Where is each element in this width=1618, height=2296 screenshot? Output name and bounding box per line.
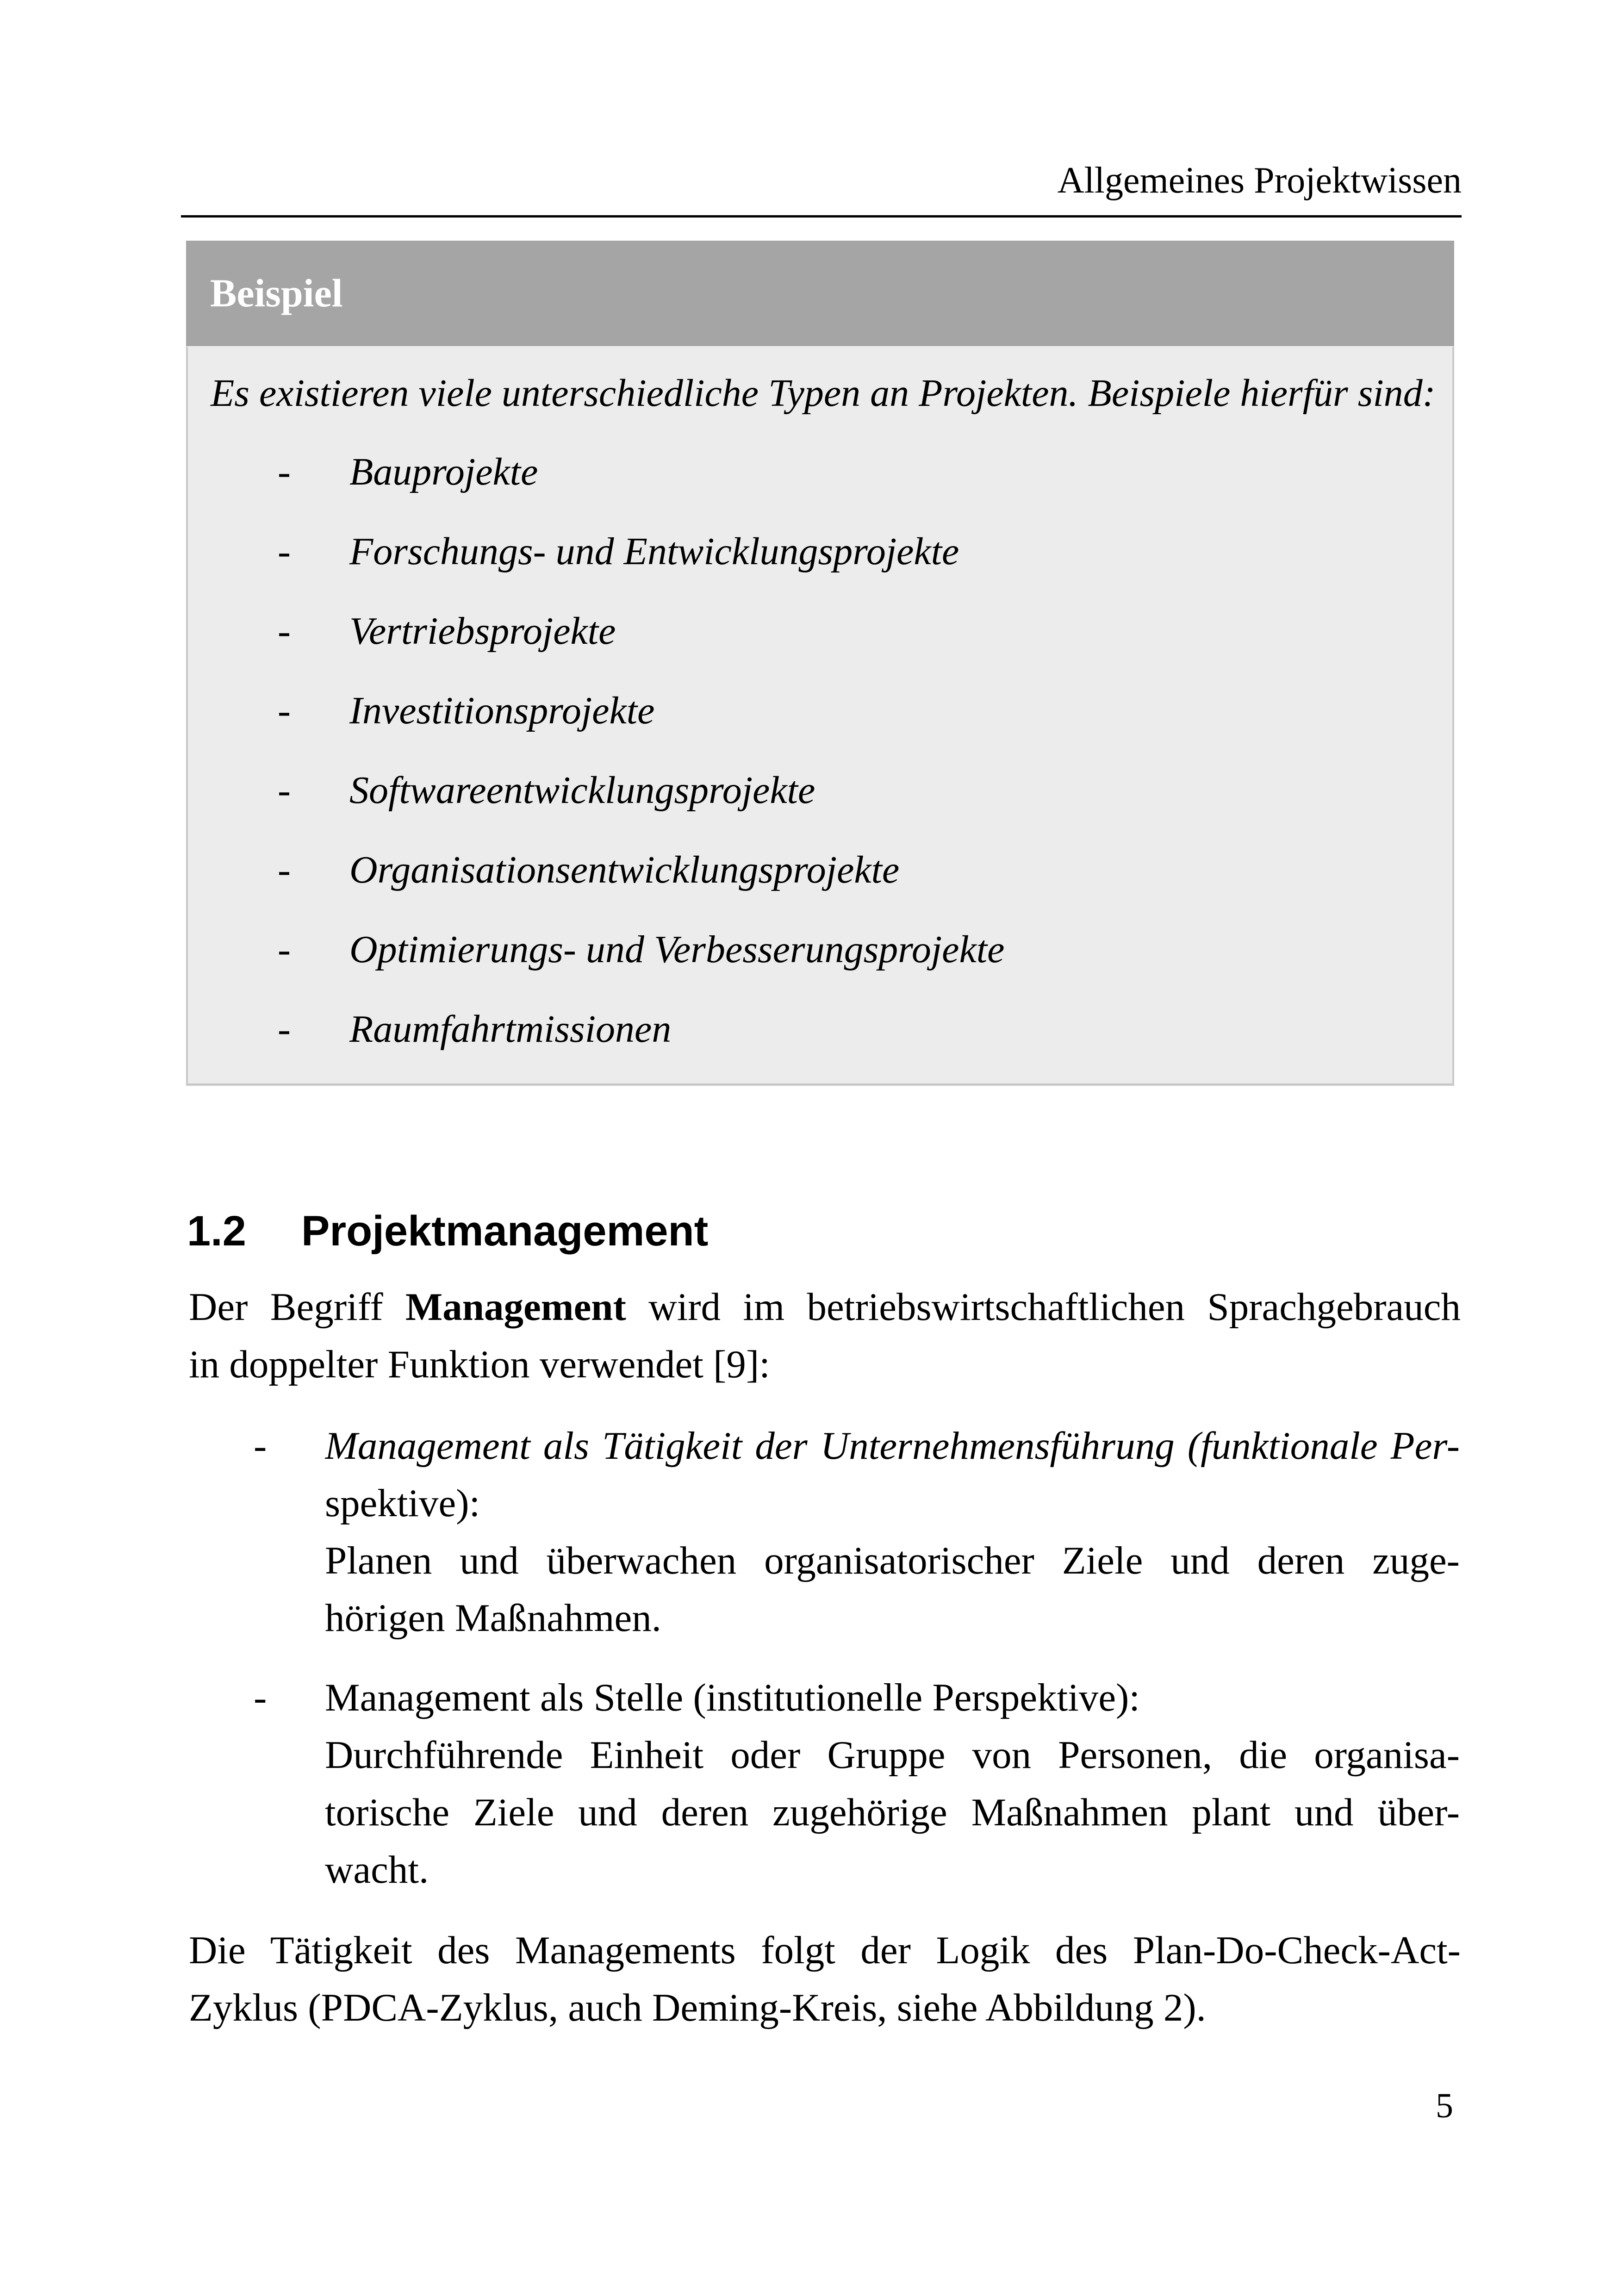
dash-bullet-icon: - [254, 1424, 267, 1468]
example-intro: Es existieren viele unterschiedliche Typen an Projekten. Beispiele hierfür sind: [211, 372, 1436, 415]
list-item [188, 922, 1438, 977]
dash-bullet-icon: - [278, 848, 291, 891]
list-item-text: Vertriebsprojekte [349, 610, 616, 653]
dash-bullet-icon: - [254, 1676, 267, 1719]
list-item-text: Raumfahrtmissionen [349, 1008, 672, 1051]
definition-desc-line: wacht. [325, 1848, 429, 1892]
list-item [188, 763, 1438, 818]
dash-bullet-icon: - [278, 1008, 291, 1051]
page-number: 5 [1436, 2086, 1453, 2125]
text-run: : [469, 1481, 480, 1525]
definition-desc-line: hörigen Maßnahmen. [325, 1596, 662, 1640]
dash-bullet-icon: - [278, 530, 291, 573]
dash-bullet-icon: - [278, 769, 291, 812]
dash-bullet-icon: - [278, 610, 291, 653]
list-item-text: Investitionsprojekte [349, 689, 655, 732]
definition-term-line [325, 1669, 1140, 1726]
list-item [188, 604, 1438, 659]
header-rule [181, 215, 1462, 218]
definition-term-line [325, 1475, 480, 1532]
example-box-body [186, 346, 1454, 1086]
paragraph-line: in doppelter Funktion verwendet [9]: [189, 1343, 770, 1386]
section-heading [187, 1203, 708, 1259]
list-item-text: Softwareentwicklungsprojekte [349, 769, 815, 812]
section-number: 1.2 [187, 1207, 246, 1255]
list-item [188, 683, 1438, 739]
dash-bullet-icon: - [278, 689, 291, 732]
section-title: Projektmanagement [301, 1207, 709, 1255]
dash-bullet-icon: - [278, 928, 291, 971]
definition-desc-line: Planen und überwachen organisatorischer Ziele und deren zuge- [325, 1539, 1460, 1582]
definition-term-line: Management als Tätigkeit der Unternehmensführung (funktionale Per- [325, 1424, 1460, 1468]
text-run: : [1129, 1676, 1140, 1719]
list-item-text: Organisationsentwicklungsprojekte [349, 848, 900, 891]
list-item [188, 842, 1438, 898]
list-item [188, 444, 1438, 500]
definition-desc-line: torische Ziele und deren zugehörige Maßnahmen plant und über- [325, 1791, 1460, 1834]
example-box [186, 241, 1454, 1086]
running-header: Allgemeines Projektwissen [1057, 160, 1462, 201]
dash-bullet-icon: - [278, 450, 291, 493]
bold-term-management: Management [405, 1285, 626, 1329]
text-run: Management als Stelle (institutionelle Perspektive) [325, 1676, 1129, 1719]
paragraph-line: Zyklus (PDCA-Zyklus, auch Deming-Kreis, siehe Abbildung 2). [189, 1986, 1206, 2029]
text-run: Der Begriff [189, 1285, 406, 1329]
list-item [188, 524, 1438, 579]
list-item-text: Bauprojekte [349, 450, 538, 493]
example-box-header [186, 241, 1454, 346]
text-run: wird im betriebswirtschaftlichen Sprachgebrauch [626, 1285, 1461, 1329]
example-box-title: Beispiel [210, 271, 343, 315]
definition-desc-line: Durchführende Einheit oder Gruppe von Personen, die organisa- [325, 1733, 1460, 1777]
paragraph-line: Die Tätigkeit des Managements folgt der Logik des Plan-Do-Check-Act- [189, 1929, 1461, 1972]
list-item [188, 1002, 1438, 1057]
list-item-text: Forschungs- und Entwicklungsprojekte [349, 530, 959, 573]
paragraph-line [189, 1278, 1461, 1336]
text-run: spektive) [325, 1481, 469, 1525]
list-item-text: Optimierungs- und Verbesserungsprojekte [349, 928, 1005, 971]
